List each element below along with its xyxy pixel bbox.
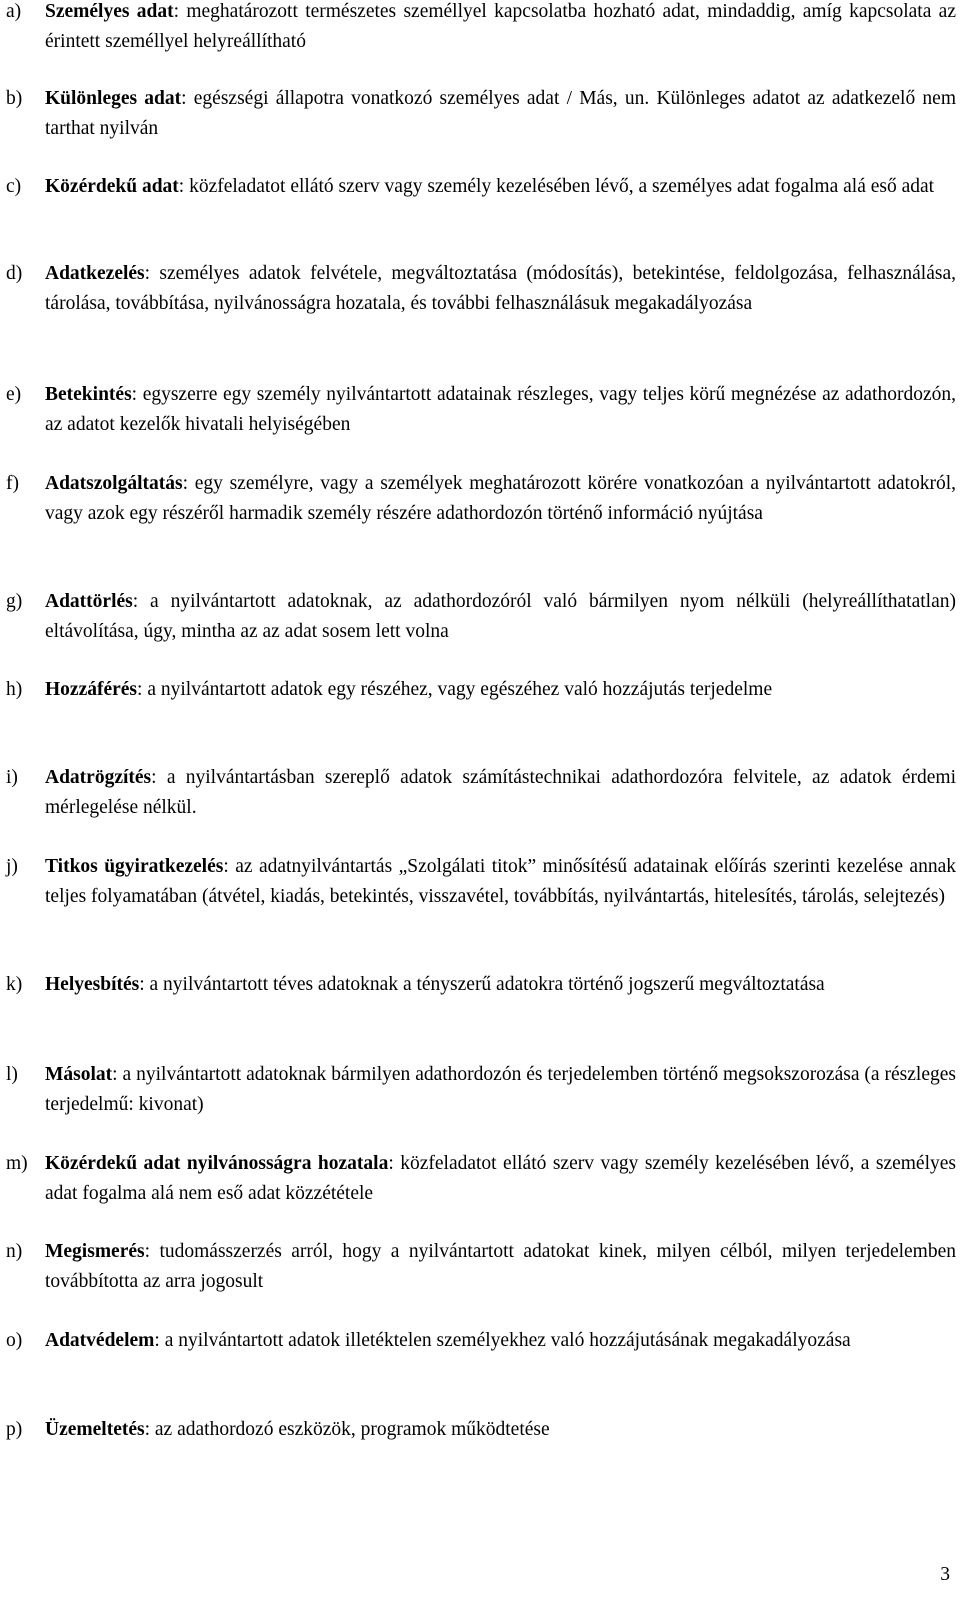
definition-item-d: [6, 259, 956, 318]
page-number: 3: [940, 1564, 950, 1585]
definition-term: Megismerés: [45, 1241, 145, 1262]
definition-term: Közérdekű adat nyilvánosságra hozatala: [45, 1153, 389, 1174]
definition-text: : a nyilvántartott adatok egy részéhez, vagy egészéhez való hozzájutás terjedelme: [137, 679, 773, 700]
definition-letter: l): [6, 1064, 18, 1085]
definition-letter: i): [6, 767, 18, 788]
definition-item-i: [6, 763, 956, 822]
definition-text: : az adathordozó eszközök, programok működtetése: [144, 1419, 550, 1440]
definition-term: Adatvédelem: [45, 1330, 155, 1351]
definition-text: : a nyilvántartott adatok illetéktelen személyekhez való hozzájutásának megakadályozása: [154, 1330, 851, 1351]
definition-text: : egyszerre egy személy nyilvántartott adatainak részleges, vagy teljes körű megnézése az adathordozón, az adatot kezelők hivatali helyiségében: [45, 384, 956, 435]
definition-item-b: [6, 84, 956, 143]
definition-text: : az adatnyilvántartás „Szolgálati titok” minősítésű adatainak előírás szerinti kezelése annak teljes folyamatában (átvétel, kiadás, betekintés, visszavétel, továbbítás, nyilvántartás, hitelesítés, tárolás, selejtezés): [45, 856, 956, 907]
definition-letter: b): [6, 88, 23, 109]
definition-term: Titkos ügyiratkezelés: [45, 856, 224, 877]
definition-text: : közfeladatot ellátó szerv vagy személy kezelésében lévő, a személyes adat fogalma alá nem eső adat közzététele: [45, 1153, 956, 1204]
definition-item-l: [6, 1060, 956, 1119]
definition-item-h: [6, 675, 956, 705]
definition-item-n: [6, 1237, 956, 1296]
definition-letter: f): [6, 473, 19, 494]
definition-letter: o): [6, 1330, 23, 1351]
definition-text: : egy személyre, vagy a személyek meghatározott körére vonatkozóan a nyilvántartott adatokról, vagy azok egy részéről harmadik személy részére adathordozón történő információ nyújtása: [45, 473, 956, 524]
definition-item-f: [6, 469, 956, 528]
definition-item-a: [6, 0, 956, 56]
definition-letter: d): [6, 263, 23, 284]
definition-letter: c): [6, 176, 22, 197]
definition-letter: n): [6, 1241, 23, 1262]
definition-term: Másolat: [45, 1064, 113, 1085]
definition-text: : a nyilvántartott adatoknak, az adathordozóról való bármilyen nyom nélküli (helyreállíthatatlan) eltávolítása, úgy, mintha az az adat sosem lett volna: [45, 591, 956, 642]
definition-term: Közérdekű adat: [45, 176, 179, 197]
definition-item-g: [6, 587, 956, 646]
definition-letter: m): [6, 1153, 28, 1174]
definition-term: Betekintés: [45, 384, 132, 405]
definition-letter: p): [6, 1419, 23, 1440]
definition-letter: h): [6, 679, 23, 700]
definition-term: Személyes adat: [45, 1, 174, 22]
definition-term: Hozzáférés: [45, 679, 138, 700]
definition-text: : egészségi állapotra vonatkozó személyes adat / Más, un. Különleges adatot az adatkezelő nem tarthat nyilván: [45, 88, 956, 139]
definition-letter: g): [6, 591, 23, 612]
definition-item-c: [6, 172, 956, 202]
definition-letter: j): [6, 856, 18, 877]
definition-term: Adatrögzítés: [45, 767, 152, 788]
definition-item-e: [6, 380, 956, 439]
definition-text: : tudomásszerzés arról, hogy a nyilvántartott adatokat kinek, milyen célból, milyen terjedelemben továbbította az arra jogosult: [45, 1241, 956, 1292]
definition-text: : a nyilvántartott adatoknak bármilyen adathordozón és terjedelemben történő megsokszorozása (a részleges terjedelmű: kivonat): [45, 1064, 956, 1115]
definition-term: Adatkezelés: [45, 263, 145, 284]
definition-text: : személyes adatok felvétele, megváltoztatása (módosítás), betekintése, feldolgozása, felhasználása, tárolása, továbbítása, nyilvánosságra hozatala, és további felhasználásuk megakadályozása: [45, 263, 956, 314]
definition-term: Helyesbítés: [45, 974, 140, 995]
definition-text: : meghatározott természetes személlyel kapcsolatba hozható adat, mindaddig, amíg kapcsolata az érintett személlyel helyreállítható: [45, 1, 956, 52]
definition-letter: a): [6, 1, 22, 22]
definition-item-k: [6, 970, 956, 1000]
definition-term: Adatszolgáltatás: [45, 473, 183, 494]
definition-letter: e): [6, 384, 22, 405]
definition-item-m: [6, 1149, 956, 1208]
definition-term: Üzemeltetés: [45, 1419, 145, 1440]
definition-item-j: [6, 852, 956, 911]
definition-text: : a nyilvántartott téves adatoknak a tényszerű adatokra történő jogszerű megváltoztatása: [139, 974, 825, 995]
definition-text: : közfeladatot ellátó szerv vagy személy kezelésében lévő, a személyes adat fogalma alá eső adat: [178, 176, 935, 197]
definition-item-p: [6, 1415, 956, 1445]
definition-term: Adattörlés: [45, 591, 133, 612]
definition-term: Különleges adat: [45, 88, 182, 109]
definition-letter: k): [6, 974, 23, 995]
definition-item-o: [6, 1326, 956, 1356]
definition-text: : a nyilvántartásban szereplő adatok számítástechnikai adathordozóra felvitele, az adatok érdemi mérlegelése nélkül.: [45, 767, 956, 818]
